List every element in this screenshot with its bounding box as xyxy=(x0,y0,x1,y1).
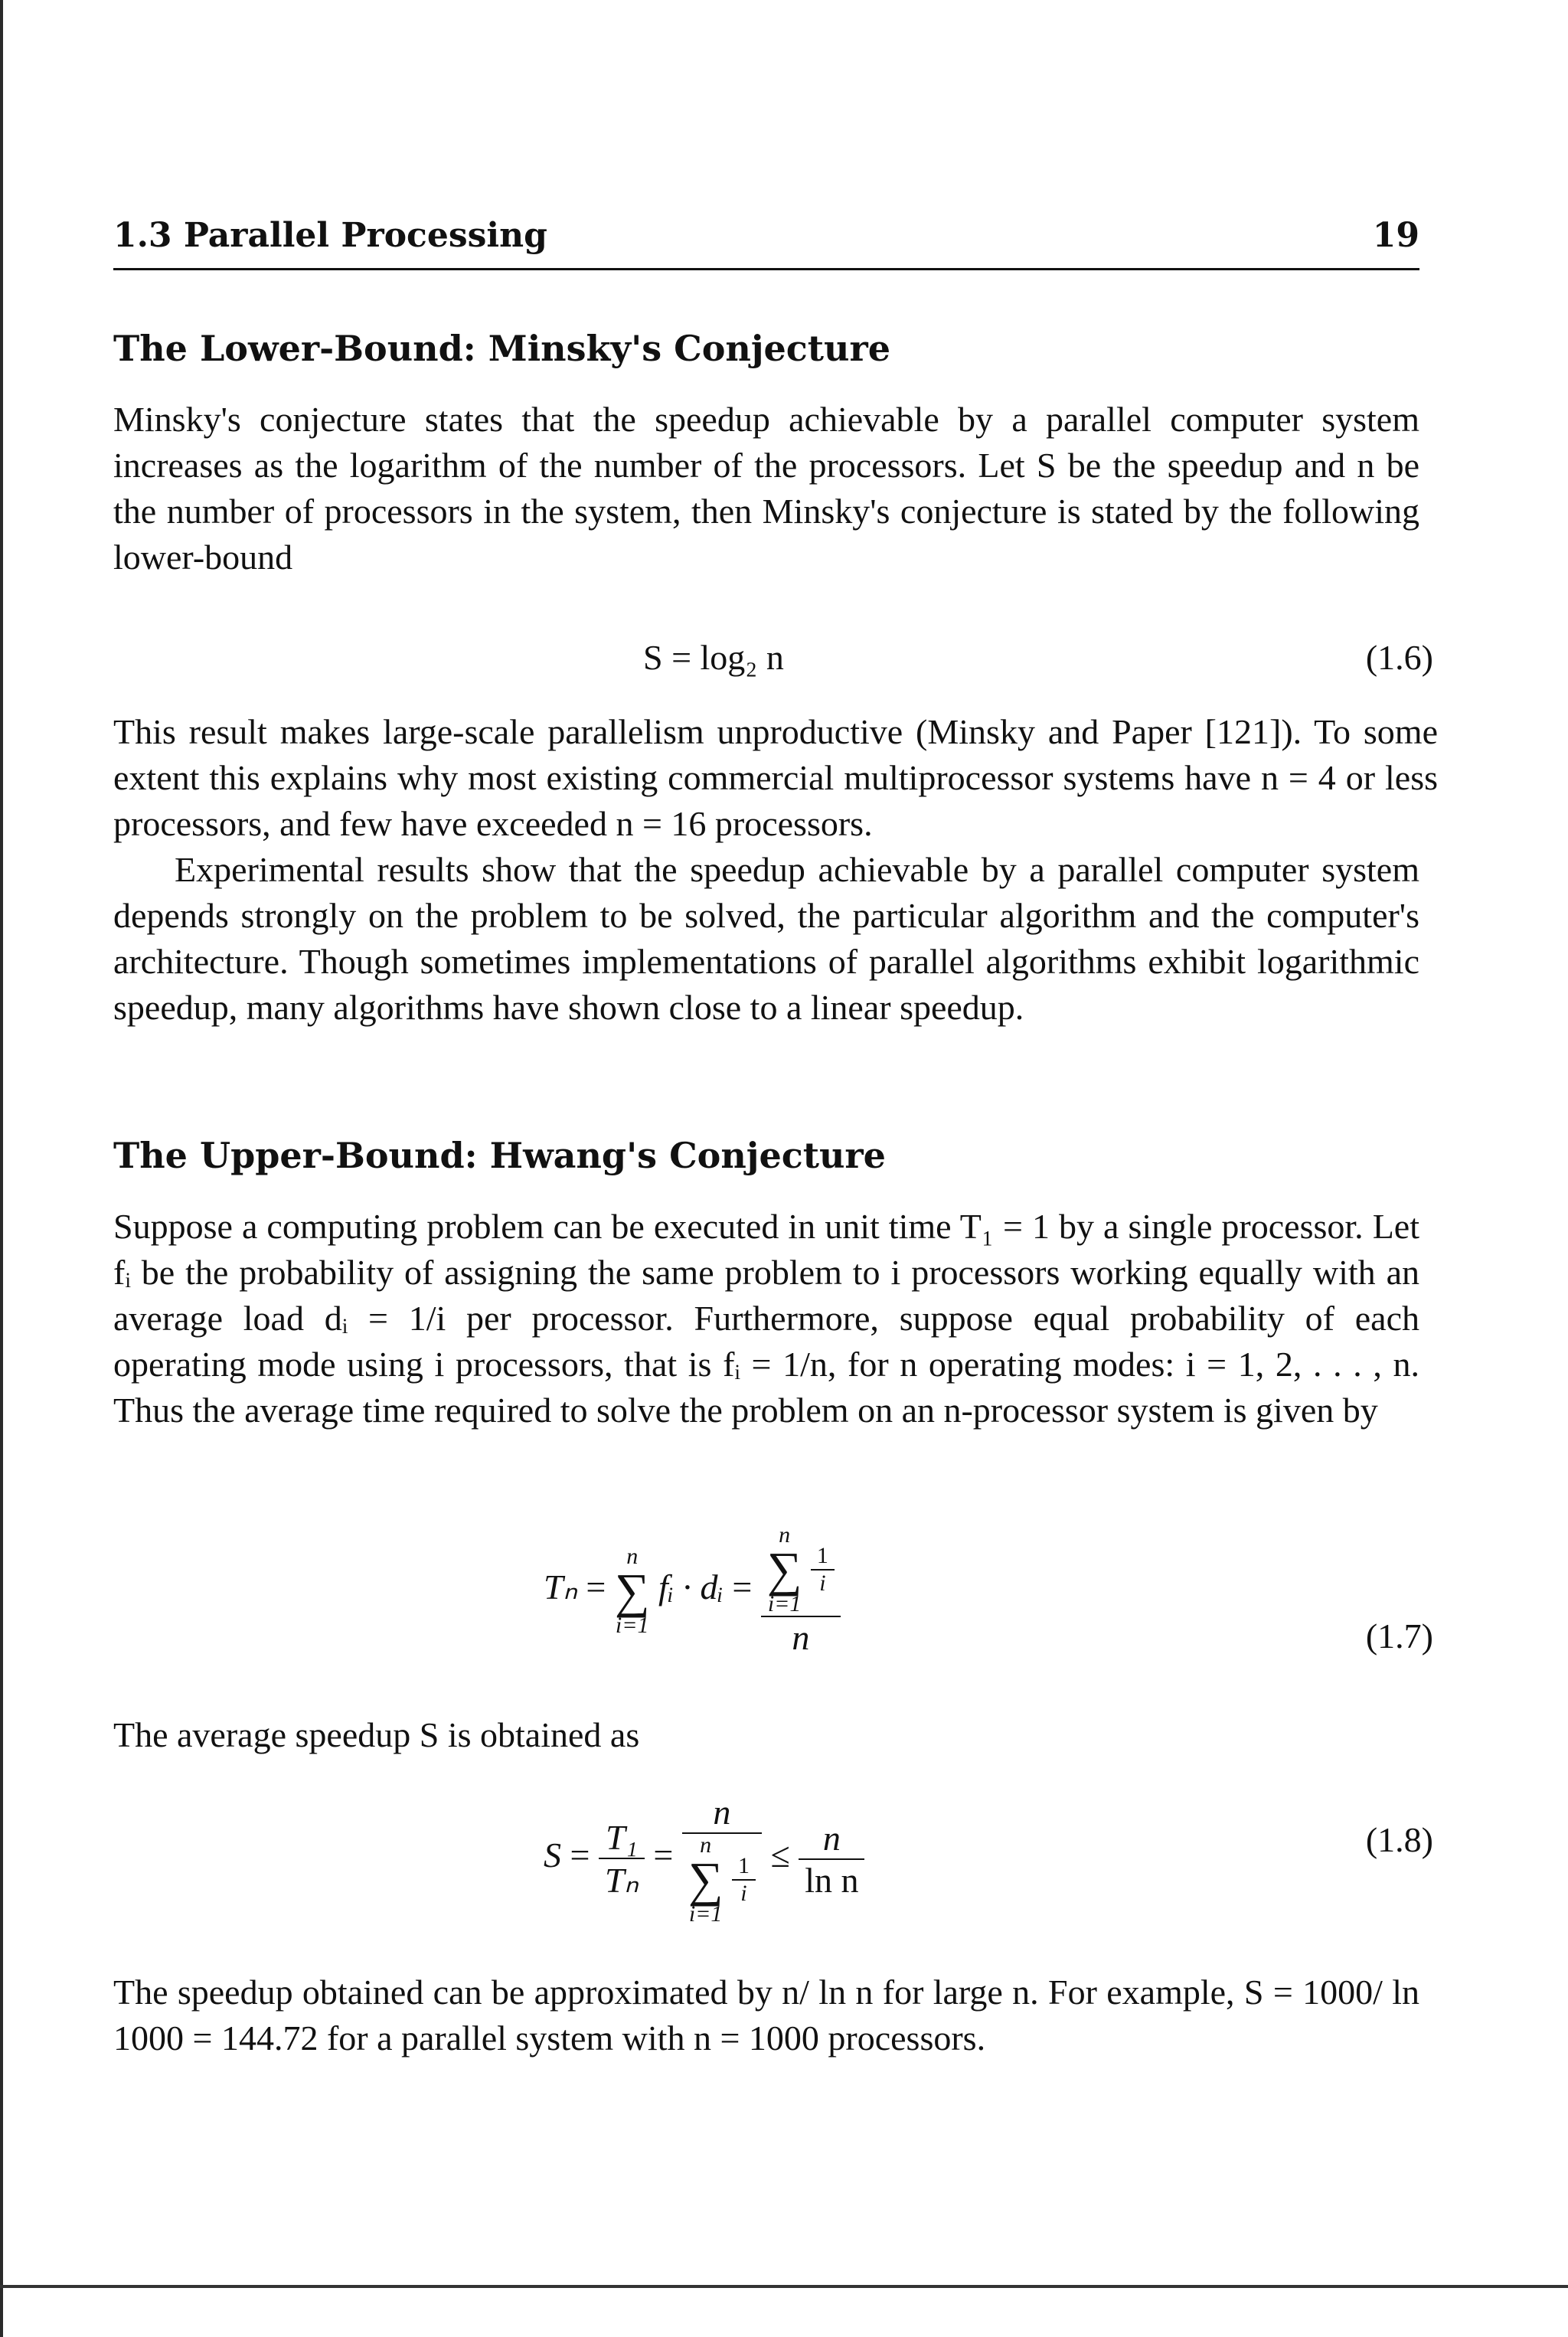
eq7-summation xyxy=(615,1545,650,1637)
eq7-inner-sum-lower: i=1 xyxy=(767,1591,802,1616)
eq7-sigma: ∑ xyxy=(614,1563,650,1618)
eq8-T1-over-Tn xyxy=(599,1817,645,1901)
equation-1-6: S = log₂ n xyxy=(643,638,784,677)
eq8-leq: ≤ xyxy=(770,1835,790,1875)
running-header xyxy=(113,213,1419,270)
eq7-equals-1: = xyxy=(586,1567,606,1607)
eq8-i: i xyxy=(740,1881,747,1906)
eq7-fraction xyxy=(761,1524,841,1658)
eq7-sum-upper: n xyxy=(626,1543,639,1569)
eq8-one: 1 xyxy=(732,1853,756,1881)
eq7-fi-di: fᵢ · dᵢ xyxy=(658,1567,724,1607)
eq8-numerator-n: n xyxy=(682,1792,762,1834)
eq8-equals-1: = xyxy=(570,1835,590,1875)
equation-number-1-6: (1.6) xyxy=(1365,638,1433,677)
paragraph-parallelism-unproductive: This result makes large-scale parallelism unproductive (Minsky and Paper [121]). To some extent this explains why most existing commercial multiprocessor systems have n = 4 or less processors, and few have exceeded n = 16 processors. xyxy=(113,712,1438,843)
eq7-numerator xyxy=(761,1524,841,1617)
eq8-n: n xyxy=(799,1818,864,1860)
eq7-sum-lower: i=1 xyxy=(615,1612,649,1638)
eq8-denominator-sum xyxy=(682,1834,762,1926)
eq8-sum-lower: i=1 xyxy=(688,1901,723,1927)
eq7-one: 1 xyxy=(811,1543,835,1571)
eq7-inner-summation xyxy=(767,1524,802,1616)
subsection-title-upper-bound: The Upper-Bound: Hwang's Conjecture xyxy=(113,1135,886,1176)
equation-1-8 xyxy=(544,1792,864,1926)
eq8-sum-upper: n xyxy=(700,1832,712,1858)
eq7-one-over-i xyxy=(811,1543,835,1597)
paragraph-hwang-intro: Suppose a computing problem can be executed in unit time T₁ = 1 by a single processor. Let fᵢ be the probability of assigning the same problem to i processors working equally with an average load dᵢ = 1/i per processor. Furthermore, suppose equal probability of each operating mode using i processors, that is fᵢ = 1/n, for n operating modes: i = 1, 2, . . . , n. Thus the average time required to solve the problem on an n-processor system is given by xyxy=(113,1207,1419,1430)
paragraph-approximation: The speedup obtained can be approximated by n/ ln n for large n. For example, S = 1000/ ln 1000 = 144.72 for a parallel system with n = 1000 processors. xyxy=(113,1973,1419,2058)
eq7-inner-sum-upper: n xyxy=(779,1522,791,1548)
eq7-inner-sigma: ∑ xyxy=(766,1542,802,1597)
subsection-title-lower-bound: The Lower-Bound: Minsky's Conjecture xyxy=(113,328,890,369)
bottom-edge-rule xyxy=(0,2285,1568,2288)
equation-number-1-8: (1.8) xyxy=(1365,1820,1433,1859)
eq8-Tn: Tₙ xyxy=(604,1861,639,1900)
paragraph-experimental-results xyxy=(113,847,1419,1031)
eq7-i: i xyxy=(819,1571,826,1596)
eq8-T1: T₁ xyxy=(599,1817,645,1859)
paragraph-minsky-intro: Minsky's conjecture states that the speedup achievable by a parallel computer system increases as the logarithm of the number of the processors. Let S be the speedup and n be the number of processors in the system, then Minsky's conjecture is stated by the following lower-bound xyxy=(113,400,1419,577)
eq8-summation xyxy=(688,1834,724,1926)
eq8-S: S xyxy=(544,1835,561,1875)
eq8-ln-n: ln n xyxy=(805,1860,859,1900)
header-section-title: 1.3 Parallel Processing xyxy=(113,216,547,255)
page-number: 19 xyxy=(1372,216,1419,255)
page-left-edge xyxy=(0,0,3,2337)
paragraph-average-speedup: The average speedup S is obtained as xyxy=(113,1715,640,1754)
eq8-sigma: ∑ xyxy=(688,1852,724,1907)
paragraph-experimental-results-text: Experimental results show that the speedup achievable by a parallel computer system depends strongly on the problem to be solved, the particular algorithm and the computer's architecture. Though sometimes implementations of parallel algorithms exhibit logarithmic speedup, many algorithms have shown close to a linear speedup. xyxy=(113,850,1419,1027)
eq7-denominator: n xyxy=(792,1618,810,1657)
eq8-n-over-sum xyxy=(682,1792,762,1926)
eq8-n-over-ln-n xyxy=(799,1818,864,1901)
equation-1-7 xyxy=(544,1524,841,1658)
equation-number-1-7: (1.7) xyxy=(1365,1616,1433,1656)
eq7-equals-2: = xyxy=(732,1567,753,1607)
eq8-one-over-i xyxy=(732,1853,756,1907)
eq7-Tn: Tₙ xyxy=(544,1567,577,1607)
eq8-equals-2: = xyxy=(653,1835,674,1875)
